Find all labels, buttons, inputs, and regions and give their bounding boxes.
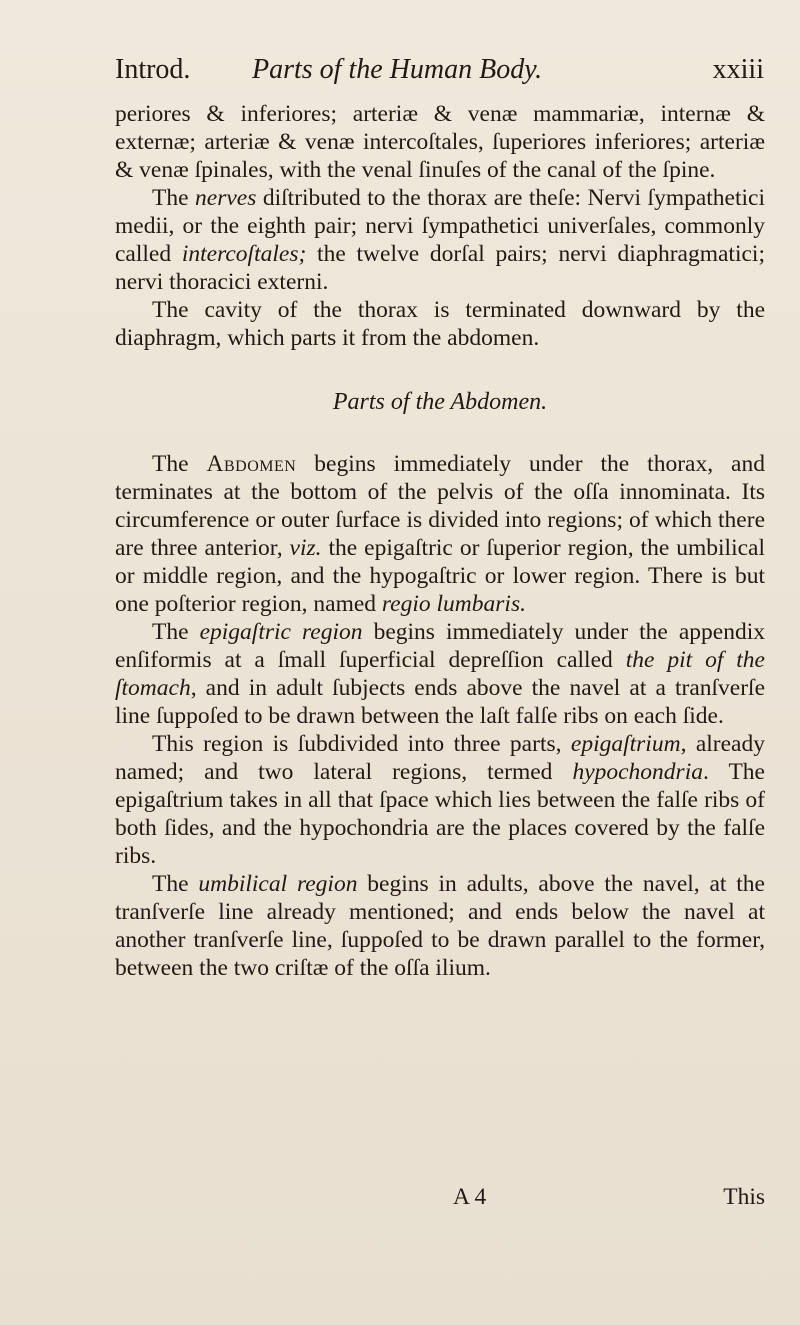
text-run: The	[152, 185, 196, 211]
header-running-title: Parts of the Human Body.	[252, 54, 543, 85]
text-run: begins immediately under the appendix enſiformis at a ſmall ſuperficial depreſſion called	[115, 619, 765, 673]
paragraph-epigastric-region	[115, 618, 765, 730]
text-run: diſtributed to the thorax are theſe: Nervi ſympathetici medii, or the eighth pair; nervi ſympathetici univerſales, commonly called	[115, 185, 766, 267]
text-run: begins immediately under the thorax, and terminates at the bottom of the pelvis of the oſſa innominata. Its circumference or outer ſurface is divided into regions; of which there are three anterior,	[115, 451, 765, 561]
page-footer	[115, 1184, 765, 1214]
section-heading: Parts of the Abdomen.	[332, 389, 548, 415]
italic-term-intercostales: intercoſtales;	[181, 241, 307, 267]
text-run: The	[152, 871, 199, 897]
paragraph-thorax-cavity: The cavity of the thorax is terminated downward by the diaphragm, which parts it from the abdomen.	[115, 297, 765, 351]
italic-term-epigastric-region: epigaſtric region	[199, 619, 363, 645]
paragraph-thorax-nerves	[115, 184, 765, 296]
signature-mark: A 4	[453, 1184, 487, 1210]
italic-term-umbilical-region: umbilical region	[198, 871, 358, 897]
text-run: the epigaſtric or ſuperior region, the umbilical or middle region, and the hypogaſtric or lower region. There is but one poſterior region, named	[115, 535, 765, 617]
text-run: The	[152, 451, 207, 477]
text-run: The	[152, 619, 200, 645]
text-run: This region is ſubdivided into three parts,	[152, 731, 571, 757]
text-run: , and in adult ſubjects ends above the navel at a tranſverſe line ſuppoſed to be drawn between the laſt falſe ribs on each ſide.	[115, 675, 765, 729]
paragraph-epigastrium-subdivision	[115, 730, 765, 870]
text-run: . The epigaſtrium takes in all that ſpace which lies between the falſe ribs of both ſides, and the hypochondria are the places covered by the falſe ribs.	[115, 759, 765, 869]
body-text	[115, 100, 765, 982]
italic-term-nerves: nerves	[195, 185, 257, 211]
italic-term-regio-lumbaris: regio lumbaris.	[381, 591, 526, 617]
text-run: the twelve dorſal pairs; nervi diaphragmatici; nervi thoracici externi.	[115, 241, 765, 295]
text-run: begins in adults, above the navel, at the tranſverſe line already mentioned; and ends below the navel at another tranſverſe line, ſuppoſed to be drawn parallel to the former, between the two criſtæ of the oſſa ilium.	[115, 871, 765, 981]
paragraph-umbilical-region	[115, 870, 765, 982]
italic-term-hypochondria: hypochondria	[572, 759, 703, 785]
italic-term-viz: viz.	[289, 535, 322, 561]
catchword: This	[723, 1184, 765, 1210]
header-section-label: Introd.	[115, 54, 191, 85]
italic-term-epigastrium: epigaſtrium	[570, 731, 681, 757]
italic-term-pit-of-stomach: the pit of the ſtomach	[115, 647, 765, 701]
small-caps-term-abdomen: Abdomen	[206, 451, 297, 477]
text-run: , already named; and two lateral regions, termed	[115, 731, 765, 785]
paragraph-abdomen-intro	[115, 450, 765, 618]
page-number: xxiii	[712, 54, 764, 85]
running-header	[115, 54, 764, 94]
paragraph-thorax-vessels: periores & inferiores; arteriæ & venæ mammariæ, internæ & externæ; arteriæ & venæ intercoſtales, ſuperiores inferiores; arteriæ & venæ ſpinales, with the venal ſinuſes of the canal of the ſpine.	[115, 101, 765, 183]
